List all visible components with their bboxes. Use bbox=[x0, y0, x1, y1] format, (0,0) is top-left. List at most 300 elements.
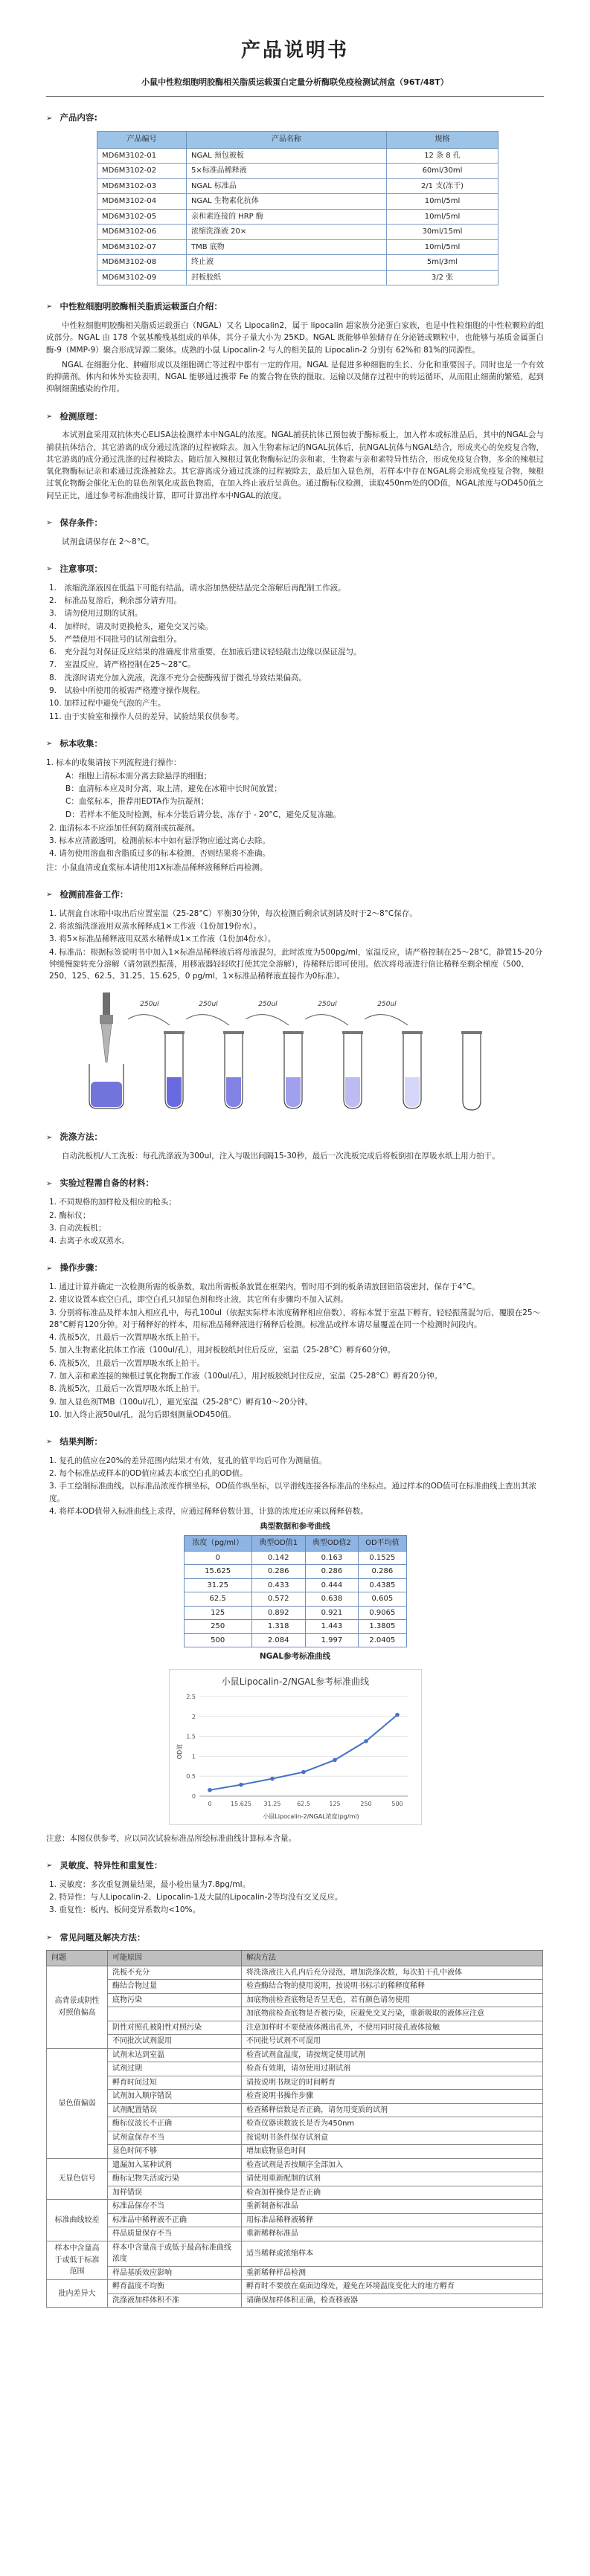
document-title: 产品说明书 bbox=[240, 39, 349, 62]
document-subtitle: 小鼠中性粒细胞明胶酶相关脂质运载蛋白定量分析酶联免疫检测试剂盒（96T/48T） bbox=[141, 77, 449, 88]
chart-xlabel: 小鼠Lipocalin-2/NGAL浓度(pg/ml) bbox=[262, 1812, 359, 1820]
column-header: 产品名称 bbox=[187, 132, 387, 149]
table-row bbox=[47, 2145, 543, 2159]
arrow-bullet-icon: ➢ bbox=[46, 114, 53, 123]
list-item: 4. 洗板5次，且最后一次置厚吸水纸上拍干。 bbox=[49, 1333, 205, 1343]
faq-cause: 试剂过期 bbox=[108, 2062, 242, 2076]
list-item: 1. 通过计算并确定一次检测所需的板条数，取出所需板条放置在框架内，暂时用不到的板条请放回铝箔袋密封，保存于4°C。 bbox=[49, 1282, 480, 1292]
column-header: 典型OD值2 bbox=[305, 1536, 359, 1552]
table-row bbox=[47, 2103, 543, 2117]
product-table-body bbox=[97, 148, 498, 285]
table-cell: 0.638 bbox=[305, 1592, 359, 1607]
tube-cap bbox=[283, 1031, 304, 1034]
transfer-arrow bbox=[128, 1015, 170, 1025]
table-cell: 62.5 bbox=[184, 1592, 251, 1607]
table-row bbox=[184, 1565, 406, 1579]
faq-table-body bbox=[47, 1966, 543, 2308]
list-item: 5. 加入生物素化抗体工作液（100ul/孔），用封板胶纸封住后反应，室温（25-28°C）孵育60分钟。 bbox=[49, 1346, 396, 1355]
tube-cap bbox=[342, 1031, 363, 1034]
list-item: C：血浆标本，推荐用EDTA作为抗凝剂； bbox=[65, 797, 209, 807]
faq-solution: 重新稀释样品检测 bbox=[242, 2266, 543, 2280]
arrow-bullet-icon: ➢ bbox=[46, 519, 53, 528]
faq-solution: 请按说明书规定的时间孵育 bbox=[242, 2076, 543, 2090]
chart-ylabel: OD值 bbox=[176, 1743, 183, 1759]
list-item: 4. 将样本OD值带入标准曲线上求得，应通过稀释倍数计算，计算的浓度还应乘以稀释倍数。 bbox=[49, 1506, 368, 1516]
section-heading-sample: ➢ 标本收集： bbox=[46, 737, 103, 749]
table-cell: 0.163 bbox=[305, 1551, 359, 1565]
faq-cause: 标准品保存不当 bbox=[108, 2200, 242, 2214]
faq-cause: 试剂盒保存不当 bbox=[108, 2131, 242, 2145]
x-tick-label: 250 bbox=[359, 1800, 372, 1807]
faq-cause: 酶标仪波长不正确 bbox=[108, 2117, 242, 2131]
pipette-icon bbox=[100, 992, 113, 1062]
wash-text: 自动洗板机/人工洗板：每孔洗涤液为300ul，注入与吸出间隔15-30秒，最后一次洗板完成后将板倒扣在厚吸水纸上用力拍干。 bbox=[62, 1152, 500, 1161]
transfer-arrow bbox=[365, 1015, 408, 1025]
table-cell: 2/1 支(冻干) bbox=[387, 178, 498, 194]
table-row bbox=[47, 1993, 543, 2007]
faq-cause: 试剂加入顺序错误 bbox=[108, 2090, 242, 2104]
faq-solution: 加底物前检查底物是否被污染，应避免交叉污染，重新吸取的液体应注意 bbox=[242, 2007, 543, 2021]
faq-solution: 重新制备标准品 bbox=[242, 2200, 543, 2214]
list-item: 1. 浓缩洗涤液因在低温下可能有结晶，请水浴加热使结晶完全溶解后再配制工作液。 bbox=[49, 583, 346, 593]
notes-list bbox=[49, 582, 544, 723]
list-item: 2. 将浓缩洗涤液用双蒸水稀释成1×工作液（1份加19份水）。 bbox=[49, 922, 262, 932]
std-table-body bbox=[184, 1551, 406, 1647]
table-cell: 1.997 bbox=[305, 1633, 359, 1647]
table-cell: 2.084 bbox=[251, 1633, 305, 1647]
sample-intro: 1. 标本的收集请按下列流程进行操作： bbox=[46, 758, 182, 767]
table-cell: 10ml/5ml bbox=[387, 239, 498, 255]
sensitivity-list bbox=[49, 1879, 544, 1917]
table-cell: MD6M3102-03 bbox=[97, 178, 187, 194]
table-row bbox=[97, 148, 498, 164]
tube-stock bbox=[89, 1064, 124, 1108]
tube-volume-label: 250ul bbox=[199, 1001, 218, 1009]
standard-curve-svg bbox=[170, 1670, 421, 1824]
section-heading-notes: ➢ 注意事项： bbox=[46, 564, 103, 575]
sample-more bbox=[49, 822, 544, 860]
table-row bbox=[97, 239, 498, 255]
section-heading-wash: ➢ 洗涤方法： bbox=[46, 1132, 103, 1143]
faq-cause: 阴性对照孔被阳性对照污染 bbox=[108, 2021, 242, 2035]
table-cell: NGAL 生物素化抗体 bbox=[187, 194, 387, 210]
table-cell: 0 bbox=[184, 1551, 251, 1565]
list-item: 9. 试验中所使用的板需严格遵守操作规程。 bbox=[49, 685, 205, 695]
faq-solution: 按说明书条件保存试剂盒 bbox=[242, 2131, 543, 2145]
list-item: 6. 洗板5次，且最后一次置厚吸水纸上拍干。 bbox=[49, 1358, 205, 1368]
list-item: 3. 重复性：板内、板间变异系数均<10%。 bbox=[49, 1905, 200, 1915]
std-table-header bbox=[184, 1536, 406, 1552]
y-tick-label: 0.5 bbox=[185, 1772, 196, 1780]
table-cell: 250 bbox=[184, 1620, 251, 1634]
series-line bbox=[210, 1714, 397, 1789]
table-row bbox=[47, 2117, 543, 2131]
faq-solution: 用标准品稀释液稀释 bbox=[242, 2213, 543, 2227]
tube-liquid bbox=[226, 1077, 241, 1107]
faq-problem: 标准曲线较差 bbox=[47, 2200, 108, 2241]
table-cell: 0.892 bbox=[251, 1606, 305, 1620]
faq-solution: 注意加样时不要使液体溅出孔外，不使用同时接孔液体接触 bbox=[242, 2021, 543, 2035]
data-point bbox=[333, 1757, 337, 1762]
arrow-bullet-icon: ➢ bbox=[46, 1862, 53, 1870]
arrow-bullet-icon: ➢ bbox=[46, 1133, 53, 1142]
list-item: 8. 洗板5次，且最后一次置厚吸水纸上拍干。 bbox=[49, 1384, 205, 1394]
faq-solution: 检查酶结合物的使用说明，按说明书标示的稀释度稀释 bbox=[242, 1980, 543, 1994]
transfer-arrow bbox=[246, 1015, 289, 1025]
faq-problem: 无显色信号 bbox=[47, 2158, 108, 2200]
faq-cause: 试剂配置错误 bbox=[108, 2103, 242, 2117]
list-item: 7. 室温反应，请严格控制在25～28°C。 bbox=[49, 660, 196, 670]
list-item: 8. 洗涤时请充分加入洗液，洗涤不充分会使酶残留于微孔导致结果偏高。 bbox=[49, 673, 307, 682]
y-tick-label: 1.5 bbox=[185, 1733, 196, 1740]
list-item: 3. 分别将标准品及样本加入相应孔中，每孔100ul（依据实际样本浓度稀释相应倍数），将标本置于室温下孵育，轻轻振荡混匀后，覆膜在25～28°C孵育120分钟。对于稀释好的样本，用标准品稀释液进行稀释后检测。标准品或样本请尽量覆盖在同一个检测时间段内。 bbox=[49, 1308, 541, 1329]
list-item: 2. 血清标本不应添加任何防腐剂或抗凝剂。 bbox=[49, 823, 200, 833]
list-item: 2. 标准品复溶后，剩余部分请弃用。 bbox=[49, 596, 182, 606]
y-tick-label: 1 bbox=[191, 1753, 196, 1760]
list-item: 4. 加样时，请及时更换枪头，避免交叉污染。 bbox=[49, 622, 214, 631]
table-row bbox=[97, 164, 498, 179]
table-cell: 60ml/30ml bbox=[387, 164, 498, 179]
table-cell: MD6M3102-08 bbox=[97, 255, 187, 271]
table-row bbox=[47, 2186, 543, 2200]
table-cell: 2.0405 bbox=[359, 1633, 406, 1647]
table-cell: 0.572 bbox=[251, 1592, 305, 1607]
std-table-caption: 典型数据和参考曲线 bbox=[260, 1522, 330, 1531]
faq-cause bbox=[108, 2007, 242, 2021]
table-cell: 15.625 bbox=[184, 1565, 251, 1579]
table-row bbox=[184, 1592, 406, 1607]
table-cell: 1.318 bbox=[251, 1620, 305, 1634]
table-row bbox=[184, 1606, 406, 1620]
sample-steps bbox=[49, 770, 544, 821]
arrow-bullet-icon: ➢ bbox=[46, 891, 53, 900]
faq-cause: 显色时间不够 bbox=[108, 2145, 242, 2159]
transfer-arrow bbox=[186, 1015, 229, 1025]
table-row bbox=[47, 2227, 543, 2241]
faq-cause: 样本中含量高于或低于最高标准曲线浓度 bbox=[108, 2241, 242, 2266]
list-item: 2. 特异性：与人Lipocalin-2、Lipocalin-1及大鼠的Lipocalin-2等均没有交叉反应。 bbox=[49, 1893, 343, 1902]
data-point bbox=[208, 1788, 212, 1792]
table-row bbox=[97, 209, 498, 225]
list-item: 1. 不同规格的加样枪及相应的枪头； bbox=[49, 1198, 176, 1207]
procedure-list bbox=[49, 1281, 544, 1421]
faq-solution: 增加底物显色时间 bbox=[242, 2145, 543, 2159]
dilution-tubes bbox=[128, 1015, 423, 1108]
curve-caption: NGAL参考标准曲线 bbox=[259, 1652, 331, 1662]
faq-table bbox=[46, 1950, 543, 2308]
list-item: 1. 试剂盒自冰箱中取出后应置室温（25-28°C）平衡30分钟，每次检测后剩余试剂请及时于2～8°C保存。 bbox=[49, 908, 417, 918]
chart-note: 注意：本图仅供参考，应以同次试验标准品所绘标准曲线计算标本含量。 bbox=[46, 1833, 296, 1843]
table-cell: 10ml/5ml bbox=[387, 194, 498, 210]
list-item: 11. 由于实验室和操作人员的差异，试验结果仅供参考。 bbox=[49, 711, 244, 721]
table-cell: MD6M3102-04 bbox=[97, 194, 187, 210]
table-row bbox=[47, 2213, 543, 2227]
tube-volume-label: 250ul bbox=[258, 1001, 278, 1009]
table-cell: 0.4385 bbox=[359, 1578, 406, 1592]
list-item: 3. 手工绘制标准曲线。以标准品浓度作横坐标，OD值作纵坐标，以平滑线连接各标准品的坐标点。通过样本的OD值可在标准曲线上查出其浓度。 bbox=[49, 1482, 537, 1503]
table-cell: 0.286 bbox=[305, 1565, 359, 1579]
list-item: 2. 每个标准品或样本的OD值应减去本底空白孔的OD值。 bbox=[49, 1469, 248, 1479]
table-cell: 31.25 bbox=[184, 1578, 251, 1592]
table-row bbox=[47, 1966, 543, 1980]
standard-data-table bbox=[184, 1535, 407, 1647]
table-cell: MD6M3102-01 bbox=[97, 148, 187, 164]
table-cell: 封板胶纸 bbox=[187, 270, 387, 285]
column-header: 解决方法 bbox=[242, 1951, 543, 1966]
list-item: 5. 严禁使用不同批号的试剂盒组分。 bbox=[49, 634, 182, 644]
faq-cause: 遗漏加入某种试剂 bbox=[108, 2158, 242, 2172]
table-row bbox=[47, 2062, 543, 2076]
x-tick-label: 31.25 bbox=[263, 1800, 280, 1807]
section-heading-storage: ➢ 保存条件： bbox=[46, 517, 103, 528]
list-item: 3. 请勿使用过期的试剂。 bbox=[49, 609, 143, 619]
list-item: 7. 加入亲和素连接的辣根过氧化物酶工作液（100ul/孔），用封板胶纸封住反应，室温（25-28°C）孵育20分钟。 bbox=[49, 1372, 443, 1381]
table-row bbox=[97, 270, 498, 285]
faq-table-header bbox=[47, 1951, 543, 1966]
sample-note: 注：小鼠血清或血浆标本请使用1X标准品稀释液稀释后再检测。 bbox=[46, 862, 268, 872]
storage-text: 试剂盒请保存在 2～8°C。 bbox=[62, 537, 154, 546]
table-cell: 5ml/3ml bbox=[387, 255, 498, 271]
table-row bbox=[97, 255, 498, 271]
x-tick-label: 15.625 bbox=[230, 1800, 251, 1807]
faq-solution: 检查有效期，请勿使用过期试剂 bbox=[242, 2062, 543, 2076]
faq-cause: 酶标记物失活或污染 bbox=[108, 2172, 242, 2186]
table-cell: 10ml/5ml bbox=[387, 209, 498, 225]
faq-solution: 加底物前检查底物是否呈无色，若有颜色请勿使用 bbox=[242, 1993, 543, 2007]
tube-volume-label: 250ul bbox=[140, 1001, 159, 1009]
table-cell: 终止液 bbox=[187, 255, 387, 271]
table-cell: NGAL 标准品 bbox=[187, 178, 387, 194]
table-cell: 0.1525 bbox=[359, 1551, 406, 1565]
tube-liquid bbox=[167, 1077, 182, 1107]
faq-solution: 检查试剂盒温度，请按规定使用试剂 bbox=[242, 2048, 543, 2062]
y-tick-label: 2 bbox=[191, 1713, 196, 1720]
table-cell: MD6M3102-06 bbox=[97, 225, 187, 240]
section-heading-faq: ➢ 常见问题及解决方法： bbox=[46, 1931, 146, 1943]
y-tick-label: 2.5 bbox=[185, 1693, 196, 1700]
x-tick-label: 62.5 bbox=[296, 1800, 310, 1807]
product-table bbox=[97, 131, 498, 285]
table-cell: 0.9065 bbox=[359, 1606, 406, 1620]
table-row bbox=[47, 2172, 543, 2186]
section-heading-result: ➢ 结果判断： bbox=[46, 1436, 103, 1447]
faq-problem: 高背景或阴性对照值偏高 bbox=[47, 1966, 108, 2048]
faq-solution: 检查试剂是否按顺序全部加入 bbox=[242, 2158, 543, 2172]
data-point bbox=[395, 1713, 400, 1717]
table-row bbox=[97, 194, 498, 210]
table-cell: 3/2 张 bbox=[387, 270, 498, 285]
table-row bbox=[47, 2035, 543, 2049]
faq-solution: 不同批号试剂不可混用 bbox=[242, 2035, 543, 2049]
tube-cap bbox=[402, 1031, 423, 1034]
tube-cap bbox=[223, 1031, 244, 1034]
arrow-bullet-icon: ➢ bbox=[46, 1179, 53, 1188]
section-heading-reagent: ➢ 检测前准备工作： bbox=[46, 888, 129, 900]
list-item: B：血清标本应及时分离，取上清，避免在冰箱中长时间放置； bbox=[65, 784, 282, 794]
table-cell: MD6M3102-05 bbox=[97, 209, 187, 225]
data-point bbox=[301, 1770, 306, 1775]
faq-problem: 显色值偏弱 bbox=[47, 2048, 108, 2158]
faq-cause: 孵育时间过短 bbox=[108, 2076, 242, 2090]
faq-problem: 批内差异大 bbox=[47, 2280, 108, 2308]
table-cell: MD6M3102-09 bbox=[97, 270, 187, 285]
table-row bbox=[47, 2158, 543, 2172]
faq-solution: 适当稀释或浓缩样本 bbox=[242, 2241, 543, 2266]
dilution-diagram bbox=[46, 990, 544, 1116]
table-cell: 0.921 bbox=[305, 1606, 359, 1620]
column-header: 规格 bbox=[387, 132, 498, 149]
column-header: OD平均值 bbox=[359, 1536, 406, 1552]
standard-curve-chart bbox=[169, 1669, 422, 1825]
list-item: 4. 标准品：根据标签说明书中加入1×标准品稀释液后将母液混匀，此时浓度为500pg/ml，室温反应，请严格控制在25～28°C，静置15-20分钟缓慢旋转充分溶解（请勿剧烈振荡，用移液器轻轻吹打使其完全溶解），待稀释后即可使用。依次将母液进行倍比稀释至剩余梯度（500、250、125、62.5、31.25、15.625，0 pg/ml，1×标准品稀释液直接作为0标准）。 bbox=[49, 947, 543, 981]
arrow-bullet-icon: ➢ bbox=[46, 412, 53, 421]
section-heading-intro: ➢ 中性粒细胞明胶酶相关脂质运载蛋白介绍： bbox=[46, 301, 222, 312]
table-cell: 0.444 bbox=[305, 1578, 359, 1592]
faq-cause: 洗板不充分 bbox=[108, 1966, 242, 1980]
chart-title: 小鼠Lipocalin-2/NGAL参考标准曲线 bbox=[221, 1676, 369, 1687]
table-cell: 30ml/15ml bbox=[387, 225, 498, 240]
section-heading-sensitivity: ➢ 灵敏度、特异性和重复性： bbox=[46, 1860, 163, 1871]
list-item: 4. 去离子水或双蒸水。 bbox=[49, 1236, 129, 1246]
faq-problem: 样本中含量高于或低于标准范围 bbox=[47, 2241, 108, 2280]
faq-solution: 请使用重新配制的试剂 bbox=[242, 2172, 543, 2186]
faq-cause: 加样错误 bbox=[108, 2186, 242, 2200]
table-cell: 0.142 bbox=[251, 1551, 305, 1565]
faq-cause: 洗涤液加样体积不准 bbox=[108, 2293, 242, 2308]
reagent-steps bbox=[49, 908, 544, 983]
intro-paragraph-1: 中性粒细胞明胶酶相关脂质运载蛋白（NGAL）又名 Lipocalin2，属于 lipocalin 超家族分泌蛋白家族，也是中性粒细胞的中性粒颗粒的组成部分。NGAL 由 178 个氨基酸残基组成的单体，其分子量大小为 25KD。NGAL 既能够单独储存在分泌链或颗粒中，也能够与基质金属蛋白酶-9（MMP-9）聚合形成异源二聚体。成熟的小鼠 Lipocalin-2 与人的相关鼠的 Lipocalin-2 分别有 62%和 81%的同源性。 bbox=[46, 320, 544, 355]
table-cell: MD6M3102-02 bbox=[97, 164, 187, 179]
section-heading-principle: ➢ 检测原理： bbox=[46, 410, 103, 422]
section-heading-content: ➢ 产品内容: bbox=[46, 112, 97, 123]
faq-solution: 检查说明书操作步骤 bbox=[242, 2090, 543, 2104]
data-point bbox=[364, 1739, 368, 1743]
list-item: 10. 加入终止液50ul/孔，混匀后即刻测量OD450值。 bbox=[49, 1410, 236, 1419]
x-tick-label: 125 bbox=[328, 1800, 341, 1807]
arrow-bullet-icon: ➢ bbox=[46, 303, 53, 311]
faq-solution: 检查稀释倍数是否正确，请勿用变质的试剂 bbox=[242, 2103, 543, 2117]
data-point bbox=[270, 1776, 275, 1781]
table-row bbox=[184, 1620, 406, 1634]
tube-liquid bbox=[405, 1077, 420, 1107]
table-row bbox=[47, 2076, 543, 2090]
table-row bbox=[47, 2131, 543, 2145]
table-row bbox=[184, 1551, 406, 1565]
list-item: 2. 酶标仪； bbox=[49, 1210, 91, 1220]
table-row bbox=[184, 1633, 406, 1647]
faq-solution: 将洗涤液注入孔内后充分浸泡，增加洗涤次数，每次拍干孔中液体 bbox=[242, 1966, 543, 1980]
tube-blank bbox=[461, 1031, 482, 1110]
column-header: 产品编号 bbox=[97, 132, 187, 149]
arrow-bullet-icon: ➢ bbox=[46, 739, 53, 748]
faq-solution: 检查仪器读数波长是否为450nm bbox=[242, 2117, 543, 2131]
table-row bbox=[47, 1980, 543, 1994]
tube-volume-label: 250ul bbox=[377, 1001, 397, 1009]
table-row bbox=[47, 2241, 543, 2266]
faq-cause: 样品基质效应影响 bbox=[108, 2266, 242, 2280]
column-header: 典型OD值1 bbox=[251, 1536, 305, 1552]
table-cell: 5×标准品稀释液 bbox=[187, 164, 387, 179]
table-row bbox=[97, 225, 498, 240]
list-item: 3. 自动洗板机； bbox=[49, 1223, 106, 1233]
table-cell: NGAL 预包被板 bbox=[187, 148, 387, 164]
table-row bbox=[47, 2007, 543, 2021]
transfer-arrow bbox=[305, 1015, 348, 1025]
list-item: 3. 标本应清澈透明，检测前标本中如有悬浮物应通过离心去除。 bbox=[49, 836, 270, 846]
table-row bbox=[47, 2200, 543, 2214]
table-row bbox=[47, 2280, 543, 2294]
section-heading-materials: ➢ 实验过程需自备的材料： bbox=[46, 1178, 154, 1189]
list-item: 6. 充分混匀对保证反应结果的准确度非常重要，在加液后建议轻轻敲击边缘以保证混匀。 bbox=[49, 648, 362, 657]
faq-cause: 标准品中稀释液不正确 bbox=[108, 2213, 242, 2227]
intro-paragraph-2: NGAL 在细胞分化、肿瘤形成以及细胞调亡等过程中都有一定的作用。NGAL 是促进多种细胞的生长、分化和重要因子。同时也是一个有效的抑菌剂。体内和体外实验表明，NGAL 能够通过携带 Fe 的鳌合物在铁的摄取、运输以及储存过程中的转运循环，从而阻止细菌的繁殖，起到抑制细菌感染的作用。 bbox=[46, 360, 544, 394]
table-cell: TMB 底物 bbox=[187, 239, 387, 255]
table-row bbox=[47, 2266, 543, 2280]
faq-cause: 试剂未达到室温 bbox=[108, 2048, 242, 2062]
column-header: 可能原因 bbox=[108, 1951, 242, 1966]
table-cell: 1.3805 bbox=[359, 1620, 406, 1634]
table-row bbox=[47, 2090, 543, 2104]
table-cell: 亲和素连接的 HRP 酶 bbox=[187, 209, 387, 225]
principle-text: 本试剂盒采用双抗体夹心ELISA法检测样本中NGAL的浓度。NGAL捕获抗体已预包被于酶标板上，加入样本或标准品后，其中的NGAL会与捕获抗体结合，其它游离的成分通过洗涤的过程被除去。加入生物素标记的NGAL抗体后，抗NGAL抗体与NGAL结合，形成夹心的免疫复合物，其它游离的成分通过洗涤的过程被除去。随后加入辣根过氧化物酶标记的亲和素，生物素与亲和素特异性结合，形成免疫复合物，多余的辣根过氧化物酶标记亲和素通过洗涤被除去。其它游离成分通过洗涤的过程被除去，最后加入显色剂，若样本中存在NGAL将会形成免疫复合物，辣根过氧化物酶会催化无色的显色剂氧化成蓝色物质，在加入终止液后呈黄色。通过酶标仪检测，读取450nm处的OD值，NGAL浓度与OD450值之间呈正比，通过参考标准曲线计算，即可计算出样本中NGAL的浓度。 bbox=[46, 430, 544, 500]
table-cell: 12 条 8 孔 bbox=[387, 148, 498, 164]
table-row bbox=[97, 178, 498, 194]
faq-cause: 底物污染 bbox=[108, 1993, 242, 2007]
list-item: 9. 加入显色剂TMB（100ul/孔），避光室温（25-28°C）孵育10～20分钟。 bbox=[49, 1397, 313, 1407]
list-item: 10. 加样过程中避免气泡的产生。 bbox=[49, 699, 166, 708]
list-item: 3. 将5×标准品稀释液用双蒸水稀释成1×工作液（1份加4份水）。 bbox=[49, 934, 276, 944]
list-item: 1. 复孔的值应在20%的差异范围内结果才有效，复孔的值平均后可作为测量值。 bbox=[49, 1456, 327, 1465]
arrow-bullet-icon: ➢ bbox=[46, 565, 53, 574]
tube-liquid bbox=[286, 1077, 301, 1107]
column-header: 问题 bbox=[47, 1951, 108, 1966]
column-header: 浓度（pg/ml） bbox=[184, 1536, 251, 1552]
table-row bbox=[47, 2021, 543, 2035]
tube-volume-label: 250ul bbox=[318, 1001, 337, 1009]
table-cell: 1.443 bbox=[305, 1620, 359, 1634]
list-item: 2. 建议设置本底空白孔，即空白孔只加显色剂和终止液，其它所有步骤均不加入试剂。 bbox=[49, 1295, 348, 1305]
table-cell: 0.286 bbox=[359, 1565, 406, 1579]
faq-solution: 孵育时不要放在桌面边缘处，避免在环境温度变化大的地方孵育 bbox=[242, 2280, 543, 2294]
faq-solution: 重新稀释标准品 bbox=[242, 2227, 543, 2241]
result-list bbox=[49, 1455, 544, 1517]
tube-liquid bbox=[345, 1077, 360, 1107]
product-table-header bbox=[97, 132, 498, 149]
x-tick-label: 0 bbox=[207, 1800, 212, 1807]
faq-cause: 不同批次试剂混用 bbox=[108, 2035, 242, 2049]
arrow-bullet-icon: ➢ bbox=[46, 1438, 53, 1447]
tube-labels bbox=[140, 1001, 397, 1008]
faq-cause: 酶结合物过量 bbox=[108, 1980, 242, 1994]
list-item: 1. 灵敏度：多次重复测量结果，最小检出量为7.8pg/ml。 bbox=[49, 1879, 251, 1889]
faq-solution: 请确保加样体积正确，检查移液器 bbox=[242, 2293, 543, 2308]
y-tick-label: 0 bbox=[191, 1792, 196, 1800]
list-item: A：细胞上清标本需分离去除悬浮的细胞； bbox=[65, 771, 212, 781]
x-tick-label: 500 bbox=[391, 1800, 403, 1807]
arrow-bullet-icon: ➢ bbox=[46, 1264, 53, 1273]
table-cell: 0.433 bbox=[251, 1578, 305, 1592]
faq-cause: 样品质量保存不当 bbox=[108, 2227, 242, 2241]
title-divider bbox=[46, 96, 544, 97]
table-cell: 浓缩洗涤液 20× bbox=[187, 225, 387, 240]
list-item: 4. 请勿使用溶血和含脂质过多的标本检测，否则结果将不准确。 bbox=[49, 849, 270, 859]
table-cell: 125 bbox=[184, 1606, 251, 1620]
table-cell: 0.286 bbox=[251, 1565, 305, 1579]
list-item: D：若样本不能及时检测，标本分装后请分装，冻存于 - 20°C，避免反复冻融。 bbox=[65, 810, 341, 819]
faq-solution: 检查加样操作是否正确 bbox=[242, 2186, 543, 2200]
table-row bbox=[47, 2293, 543, 2308]
table-cell: 0.605 bbox=[359, 1592, 406, 1607]
